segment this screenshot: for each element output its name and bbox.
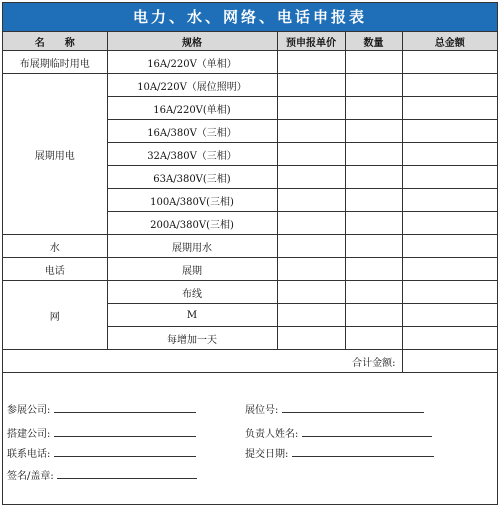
spec-cell: 每增加一天 bbox=[107, 327, 277, 350]
total-input[interactable] bbox=[402, 120, 497, 143]
qty-input[interactable] bbox=[345, 189, 402, 212]
qty-input[interactable] bbox=[345, 97, 402, 120]
builder-line bbox=[7, 425, 196, 440]
price-input[interactable] bbox=[277, 281, 345, 304]
qty-input[interactable] bbox=[345, 143, 402, 166]
form-title: 电力、水、网络、电话申报表 bbox=[3, 3, 497, 32]
phone-label: 联系电话: bbox=[7, 449, 51, 460]
date-label: 提交日期: bbox=[245, 449, 289, 460]
table-row bbox=[3, 235, 497, 258]
declaration-form bbox=[2, 2, 498, 505]
total-input[interactable] bbox=[402, 74, 497, 97]
qty-input[interactable] bbox=[345, 258, 402, 281]
sign-label: 签名/盖章: bbox=[7, 471, 54, 482]
exhibitor-field[interactable] bbox=[54, 402, 196, 413]
table-row bbox=[3, 51, 497, 74]
price-input[interactable] bbox=[277, 235, 345, 258]
header-qty: 数量 bbox=[345, 32, 402, 51]
header-total: 总金额 bbox=[402, 32, 497, 51]
category-phone: 电话 bbox=[3, 258, 107, 281]
applicant-info bbox=[3, 373, 497, 503]
total-input[interactable] bbox=[402, 235, 497, 258]
builder-label: 搭建公司: bbox=[7, 429, 51, 440]
price-input[interactable] bbox=[277, 143, 345, 166]
phone-field[interactable] bbox=[54, 446, 196, 457]
phone-line bbox=[7, 445, 196, 460]
qty-input[interactable] bbox=[345, 281, 402, 304]
price-input[interactable] bbox=[277, 189, 345, 212]
spec-cell: 展期 bbox=[107, 258, 277, 281]
spec-cell: 布线 bbox=[107, 281, 277, 304]
total-input[interactable] bbox=[402, 51, 497, 74]
manager-field[interactable] bbox=[302, 426, 432, 437]
total-input[interactable] bbox=[402, 281, 497, 304]
booth-label: 展位号: bbox=[245, 405, 279, 416]
spec-cell: 展期用水 bbox=[107, 235, 277, 258]
spec-cell: 100A/380V(三相) bbox=[107, 189, 277, 212]
qty-input[interactable] bbox=[345, 74, 402, 97]
total-input[interactable] bbox=[402, 143, 497, 166]
category-temp-power: 布展期临时用电 bbox=[3, 51, 107, 74]
price-input[interactable] bbox=[277, 212, 345, 235]
declaration-table bbox=[3, 32, 497, 373]
manager-line bbox=[245, 425, 432, 440]
total-label: 合计金额: bbox=[3, 350, 402, 373]
header-spec: 规格 bbox=[107, 32, 277, 51]
builder-field[interactable] bbox=[54, 426, 196, 437]
spec-cell: M bbox=[107, 304, 277, 327]
price-input[interactable] bbox=[277, 74, 345, 97]
table-row bbox=[3, 281, 497, 304]
date-line bbox=[245, 445, 434, 460]
spec-cell: 16A/220V(单相) bbox=[107, 97, 277, 120]
table-row bbox=[3, 258, 497, 281]
total-amount-input[interactable] bbox=[402, 350, 497, 373]
qty-input[interactable] bbox=[345, 235, 402, 258]
total-input[interactable] bbox=[402, 327, 497, 350]
qty-input[interactable] bbox=[345, 120, 402, 143]
spec-cell: 16A/220V（单相） bbox=[107, 51, 277, 74]
spec-cell: 32A/380V（三相） bbox=[107, 143, 277, 166]
header-row bbox=[3, 32, 497, 51]
total-input[interactable] bbox=[402, 304, 497, 327]
header-name: 名 称 bbox=[3, 32, 107, 51]
spec-cell: 16A/380V（三相） bbox=[107, 120, 277, 143]
price-input[interactable] bbox=[277, 304, 345, 327]
total-row bbox=[3, 350, 497, 373]
category-expo-power: 展期用电 bbox=[3, 74, 107, 235]
total-input[interactable] bbox=[402, 189, 497, 212]
category-net: 网 bbox=[3, 281, 107, 350]
price-input[interactable] bbox=[277, 166, 345, 189]
header-price: 预申报单价 bbox=[277, 32, 345, 51]
spec-cell: 10A/220V（展位照明） bbox=[107, 74, 277, 97]
total-input[interactable] bbox=[402, 97, 497, 120]
spec-cell: 63A/380V(三相) bbox=[107, 166, 277, 189]
exhibitor-label: 参展公司: bbox=[7, 405, 51, 416]
price-input[interactable] bbox=[277, 97, 345, 120]
sign-field[interactable] bbox=[57, 468, 197, 479]
qty-input[interactable] bbox=[345, 51, 402, 74]
spec-cell: 200A/380V(三相) bbox=[107, 212, 277, 235]
table-row bbox=[3, 74, 497, 97]
price-input[interactable] bbox=[277, 258, 345, 281]
qty-input[interactable] bbox=[345, 212, 402, 235]
qty-input[interactable] bbox=[345, 166, 402, 189]
booth-field[interactable] bbox=[282, 402, 424, 413]
category-water: 水 bbox=[3, 235, 107, 258]
price-input[interactable] bbox=[277, 327, 345, 350]
total-input[interactable] bbox=[402, 212, 497, 235]
date-field[interactable] bbox=[292, 446, 434, 457]
manager-label: 负责人姓名: bbox=[245, 429, 299, 440]
total-input[interactable] bbox=[402, 166, 497, 189]
exhibitor-line bbox=[7, 401, 196, 416]
qty-input[interactable] bbox=[345, 327, 402, 350]
price-input[interactable] bbox=[277, 120, 345, 143]
total-input[interactable] bbox=[402, 258, 497, 281]
sign-line bbox=[7, 467, 197, 482]
price-input[interactable] bbox=[277, 51, 345, 74]
booth-line bbox=[245, 401, 424, 416]
qty-input[interactable] bbox=[345, 304, 402, 327]
